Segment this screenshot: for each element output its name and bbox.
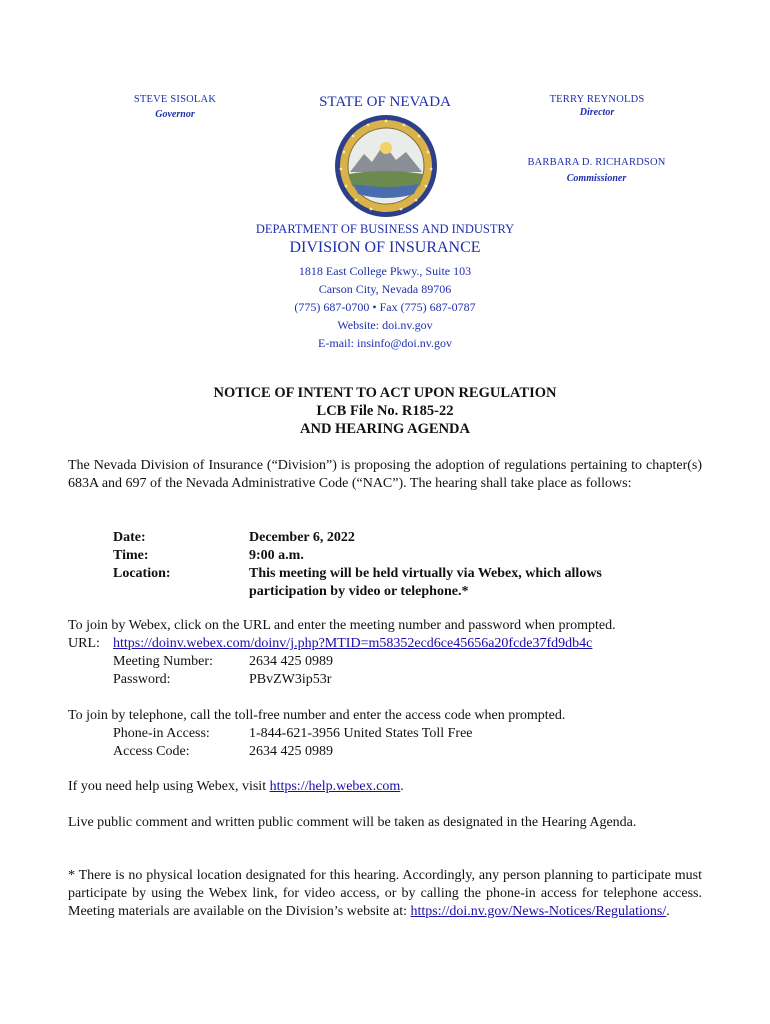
date-label: Date: (113, 530, 146, 545)
regulations-link[interactable]: https://doi.nv.gov/News-Notices/Regulations/ (410, 904, 667, 919)
division-name: DIVISION OF INSURANCE (289, 239, 481, 256)
nevada-seal-icon (334, 114, 438, 218)
time-value: 9:00 a.m. (249, 548, 304, 563)
website: Website: doi.nv.gov (337, 318, 433, 332)
location-label: Location: (113, 566, 171, 581)
state-title: STATE OF NEVADA (319, 94, 451, 110)
password-label: Password: (113, 672, 171, 687)
footnote-text: * There is no physical location designated for this hearing. Accordingly, any person planning to participate must participate by using the Webex link, for video access, or by calling the phone-in access for telephone access. Meeting materials are available on the Division’s website at: (68, 868, 702, 919)
commissioner-name: BARBARA D. RICHARDSON (527, 157, 666, 168)
webex-help-link[interactable]: https://help.webex.com (269, 779, 401, 794)
help-text: If you need help using Webex, visit (68, 779, 270, 794)
address-line-2: Carson City, Nevada 89706 (318, 282, 452, 296)
intro-paragraph: The Nevada Division of Insurance (“Division”) is proposing the adoption of regulations pertaining to chapter(s) 683A and 697 of the Nevada Administrative Code (“NAC”). The hearing shall take place as follows: (68, 458, 702, 491)
time-label: Time: (113, 548, 149, 563)
footnote-end: . (666, 904, 670, 919)
department-name: DEPARTMENT OF BUSINESS AND INDUSTRY (255, 222, 515, 236)
commissioner-title: Commissioner (566, 173, 627, 184)
help-line (68, 778, 728, 796)
director-name: TERRY REYNOLDS (549, 94, 645, 105)
notice-title-1: NOTICE OF INTENT TO ACT UPON REGULATION (213, 385, 557, 401)
governor-name: STEVE SISOLAK (133, 94, 217, 105)
phone-fax: (775) 687-0700 • Fax (775) 687-0787 (294, 300, 476, 314)
address-line-1: 1818 East College Pkwy., Suite 103 (298, 264, 472, 278)
phone-value: 1-844-621-3956 United States Toll Free (249, 726, 473, 741)
url-label: URL: (68, 636, 100, 651)
access-code-label: Access Code: (113, 744, 190, 759)
phone-label: Phone-in Access: (113, 726, 210, 741)
access-code-value: 2634 425 0989 (249, 744, 333, 759)
location-value-2: participation by video or telephone.* (249, 584, 469, 599)
meeting-number-value: 2634 425 0989 (249, 654, 333, 669)
notice-title-3: AND HEARING AGENDA (300, 421, 470, 437)
help-end: . (400, 779, 404, 794)
director-title: Director (579, 107, 615, 118)
governor-title: Governor (155, 109, 195, 120)
webex-intro: To join by Webex, click on the URL and enter the meeting number and password when prompted. (68, 618, 616, 633)
date-value: December 6, 2022 (249, 530, 355, 545)
phone-intro: To join by telephone, call the toll-free number and enter the access code when prompted. (68, 708, 566, 723)
footnote (68, 867, 702, 921)
notice-title-2: LCB File No. R185-22 (316, 403, 454, 419)
location-value-1: This meeting will be held virtually via Webex, which allows (249, 566, 602, 581)
password-value: PBvZW3ip53r (249, 672, 332, 687)
webex-meeting-link[interactable]: https://doinv.webex.com/doinv/j.php?MTID=m58352ecd6ce45656a20fcde37fd9db4c (113, 636, 593, 651)
meeting-number-label: Meeting Number: (113, 654, 213, 669)
email: E-mail: insinfo@doi.nv.gov (318, 336, 452, 350)
public-comment-note: Live public comment and written public comment will be taken as designated in the Hearing Agenda. (68, 815, 637, 830)
